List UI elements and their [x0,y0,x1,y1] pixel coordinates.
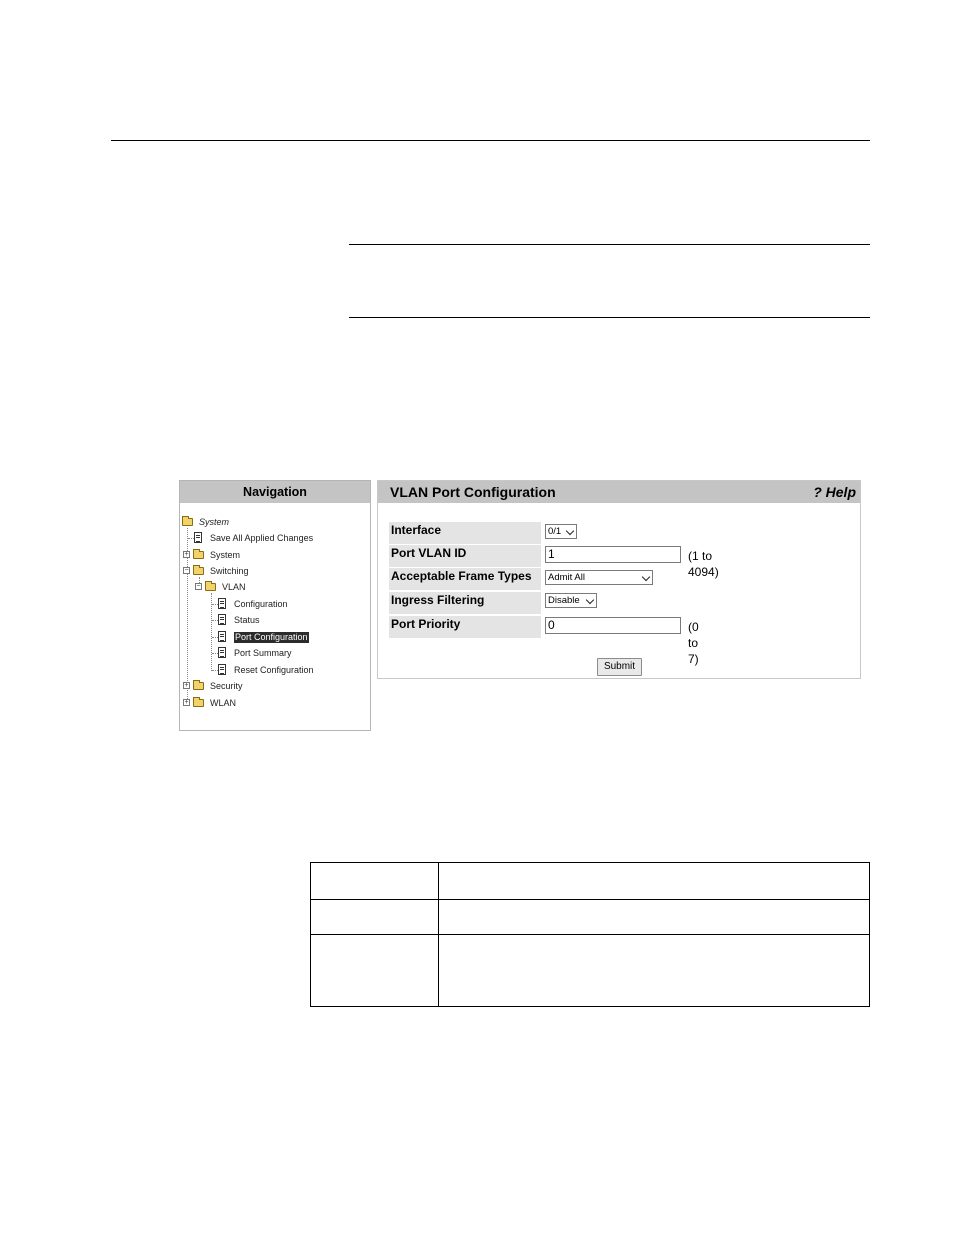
page-icon [218,664,226,675]
collapse-icon[interactable]: − [196,583,201,590]
table-row [311,900,870,935]
folder-icon [193,551,204,559]
frame-types-select[interactable] [545,570,653,585]
page-icon [218,631,226,642]
range-hint: (0 to 7) [688,620,699,666]
folder-open-icon [205,583,216,591]
chevron-down-icon [642,573,650,581]
submit-button[interactable]: Submit [597,658,642,676]
tree-item-label: System [199,517,230,527]
tree-item-label: Port Summary [234,648,292,658]
help-link[interactable]: ? Help [813,484,856,500]
folder-open-icon [182,518,193,526]
port-vlan-id-input[interactable]: 1 [545,546,681,563]
panel-header [378,481,860,503]
note-rule-top [349,244,870,245]
table-cell [311,935,439,1007]
tree-item-label: Save All Applied Changes [210,533,314,543]
tree-item-label: Status [234,615,260,625]
top-rule [111,140,870,141]
table-row [311,935,870,1007]
field-label: Interface [389,522,541,544]
tree-item-label: Switching [210,566,249,576]
page-icon [218,647,226,658]
field-label: Ingress Filtering [389,592,541,614]
chevron-down-icon [586,596,594,604]
page-icon [194,532,202,543]
field-label: Port Priority [389,616,541,638]
select-value: Admit All [548,572,585,583]
navigation-panel [179,480,371,731]
vlan-port-config-panel [377,480,861,679]
table-cell [439,935,870,1007]
tree-item-label: Reset Configuration [234,665,314,675]
tree-item-label: System [210,550,241,560]
select-value: Disable [548,595,580,606]
folder-icon [193,699,204,707]
tree-item-label: Configuration [234,599,288,609]
port-priority-input[interactable]: 0 [545,617,681,634]
collapse-icon[interactable]: − [184,567,189,574]
expand-icon[interactable]: + [184,551,189,558]
table-cell [439,900,870,935]
folder-icon [193,682,204,690]
interface-select[interactable] [545,524,577,539]
tree-item-label: VLAN [222,582,246,592]
table-cell [311,863,439,900]
page-title: VLAN Port Configuration [390,484,556,500]
table-row [311,863,870,900]
chevron-down-icon [566,527,574,535]
select-value: 0/1 [548,526,562,537]
folder-open-icon [193,567,204,575]
note-rule-bottom [349,317,870,318]
tree-item-label: Security [210,681,243,691]
expand-icon[interactable]: + [184,682,189,689]
navigation-title: Navigation [180,481,370,503]
tree-item-label: Port Configuration [235,632,308,642]
range-hint: (1 to 4094) [688,549,719,579]
field-label: Port VLAN ID [389,545,541,567]
field-label: Acceptable Frame Types [389,568,541,590]
expand-icon[interactable]: + [184,699,189,706]
parameter-table [310,862,870,1007]
tree-item-label: WLAN [210,698,237,708]
page-icon [218,614,226,625]
page-icon [218,598,226,609]
ingress-filtering-select[interactable] [545,593,597,608]
table-cell [311,900,439,935]
table-cell [439,863,870,900]
